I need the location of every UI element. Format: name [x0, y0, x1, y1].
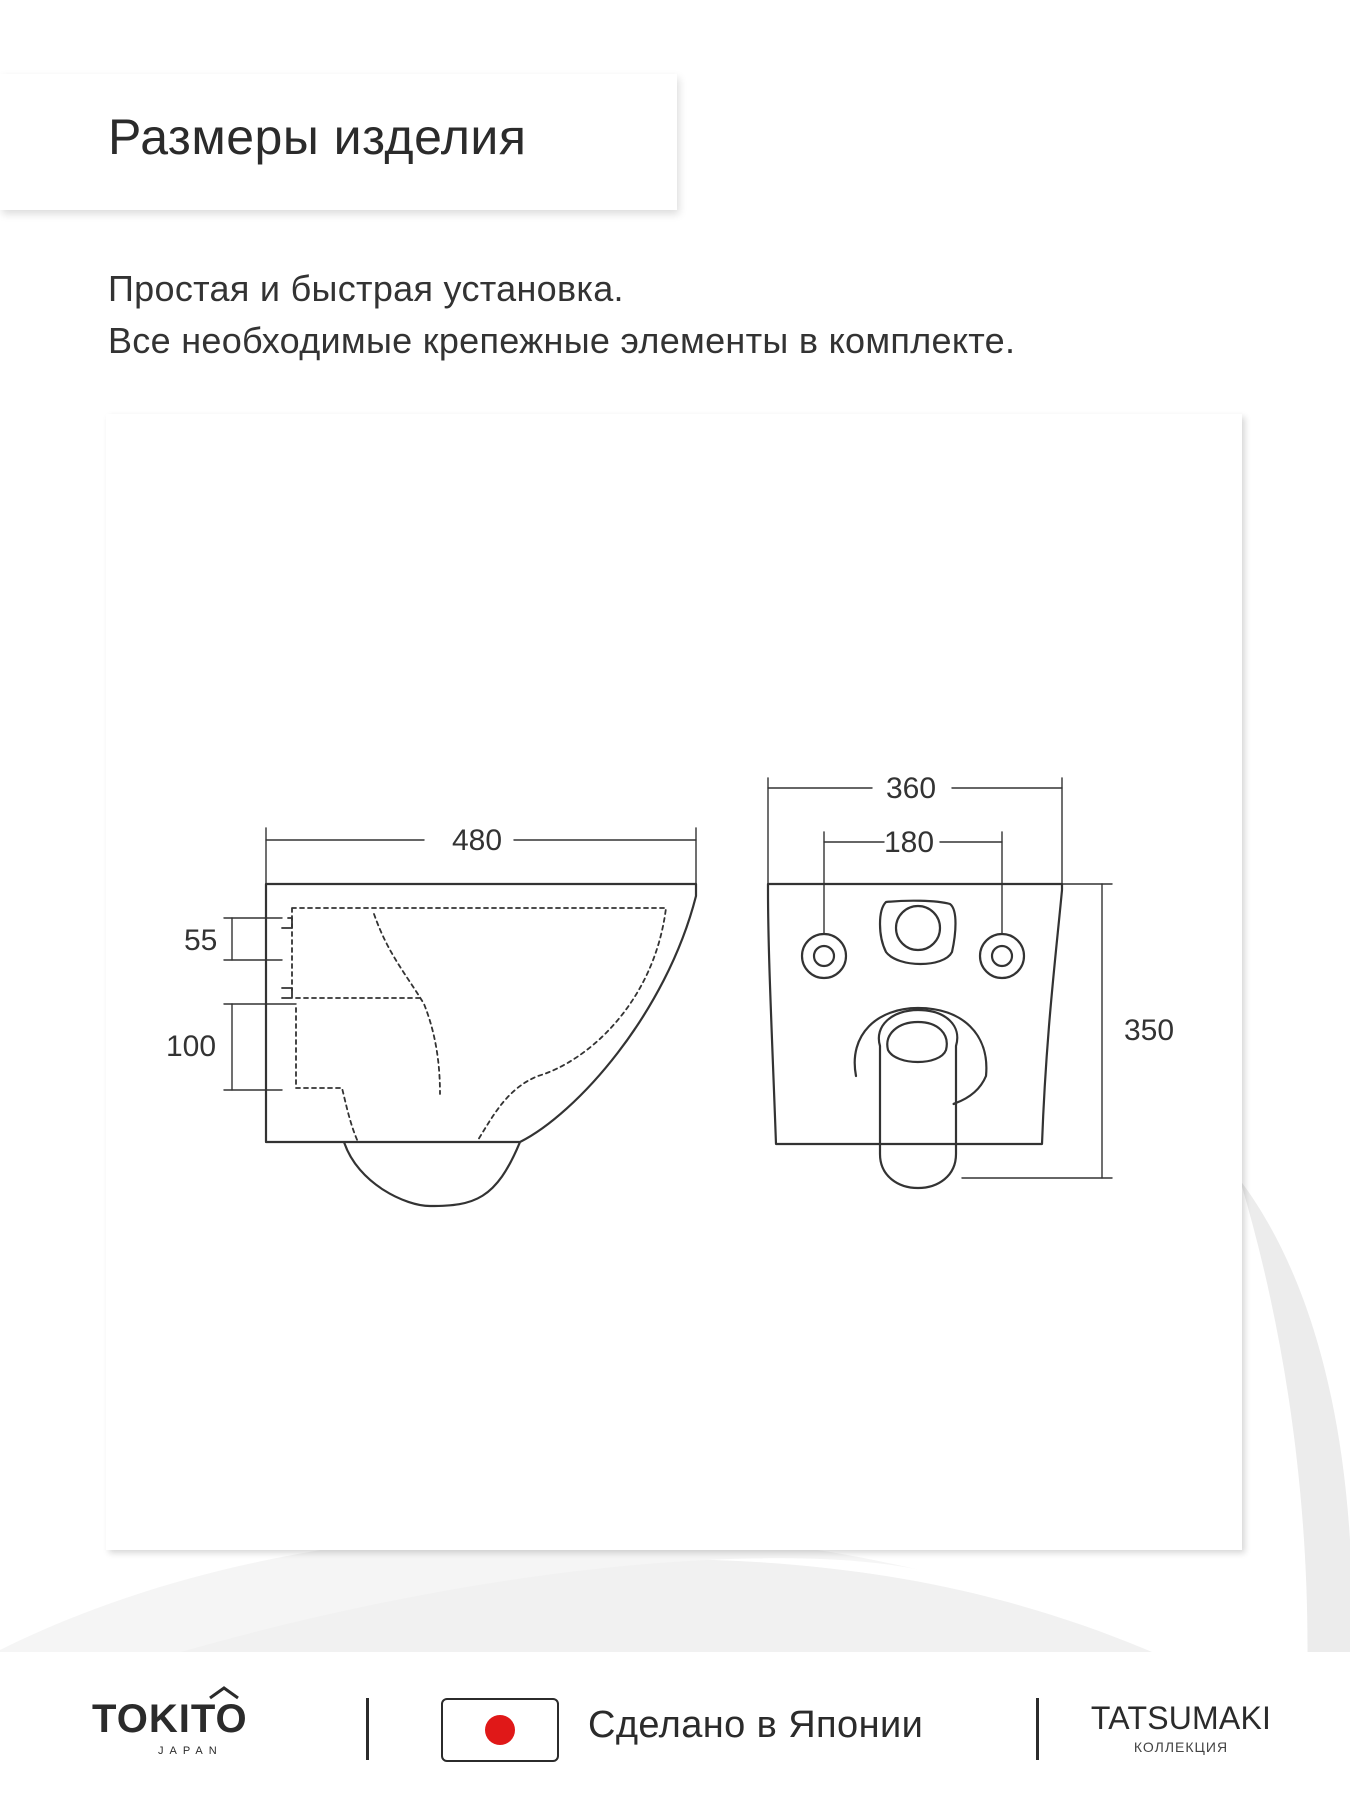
- flag-red-circle: [485, 1715, 515, 1745]
- japan-flag-icon: [441, 1698, 559, 1762]
- footer-divider-1: [366, 1698, 369, 1760]
- collection-block: [1076, 1700, 1286, 1755]
- svg-text:TOKITO: TOKITO: [92, 1697, 248, 1741]
- front-view: [768, 778, 1112, 1188]
- collection-name: TATSUMAKI: [1090, 1700, 1272, 1736]
- dim-label-350: 350: [1124, 1014, 1175, 1047]
- svg-text:JAPAN: JAPAN: [158, 1745, 223, 1757]
- footer-divider-2: [1036, 1698, 1039, 1760]
- subtitle-line-2: Все необходимые крепежные элементы в комплекте.: [108, 320, 1016, 361]
- dim-label-480: 480: [452, 824, 503, 857]
- dimension-drawing: [106, 414, 1242, 1550]
- made-in-label: Сделано в Японии: [588, 1704, 924, 1746]
- page-title: Размеры изделия: [108, 109, 527, 165]
- drawing-card: [106, 414, 1242, 1550]
- subtitle-line-1: Простая и быстрая установка.: [108, 268, 624, 309]
- side-view: [224, 828, 696, 1206]
- mount-hole-right: [980, 934, 1024, 978]
- mount-hole-left: [802, 934, 846, 978]
- tokito-logo: [92, 1680, 298, 1760]
- side-outline: [266, 884, 696, 1206]
- dim-label-180: 180: [884, 826, 935, 859]
- dim-label-100: 100: [166, 1030, 217, 1063]
- dim-label-360: 360: [886, 772, 937, 805]
- side-internal-trap: [292, 908, 666, 1142]
- dim-label-55: 55: [184, 924, 218, 957]
- front-outlet: [880, 901, 956, 964]
- collection-label: КОЛЛЕКЦИЯ: [1133, 1739, 1229, 1755]
- front-outline: [768, 884, 1062, 1144]
